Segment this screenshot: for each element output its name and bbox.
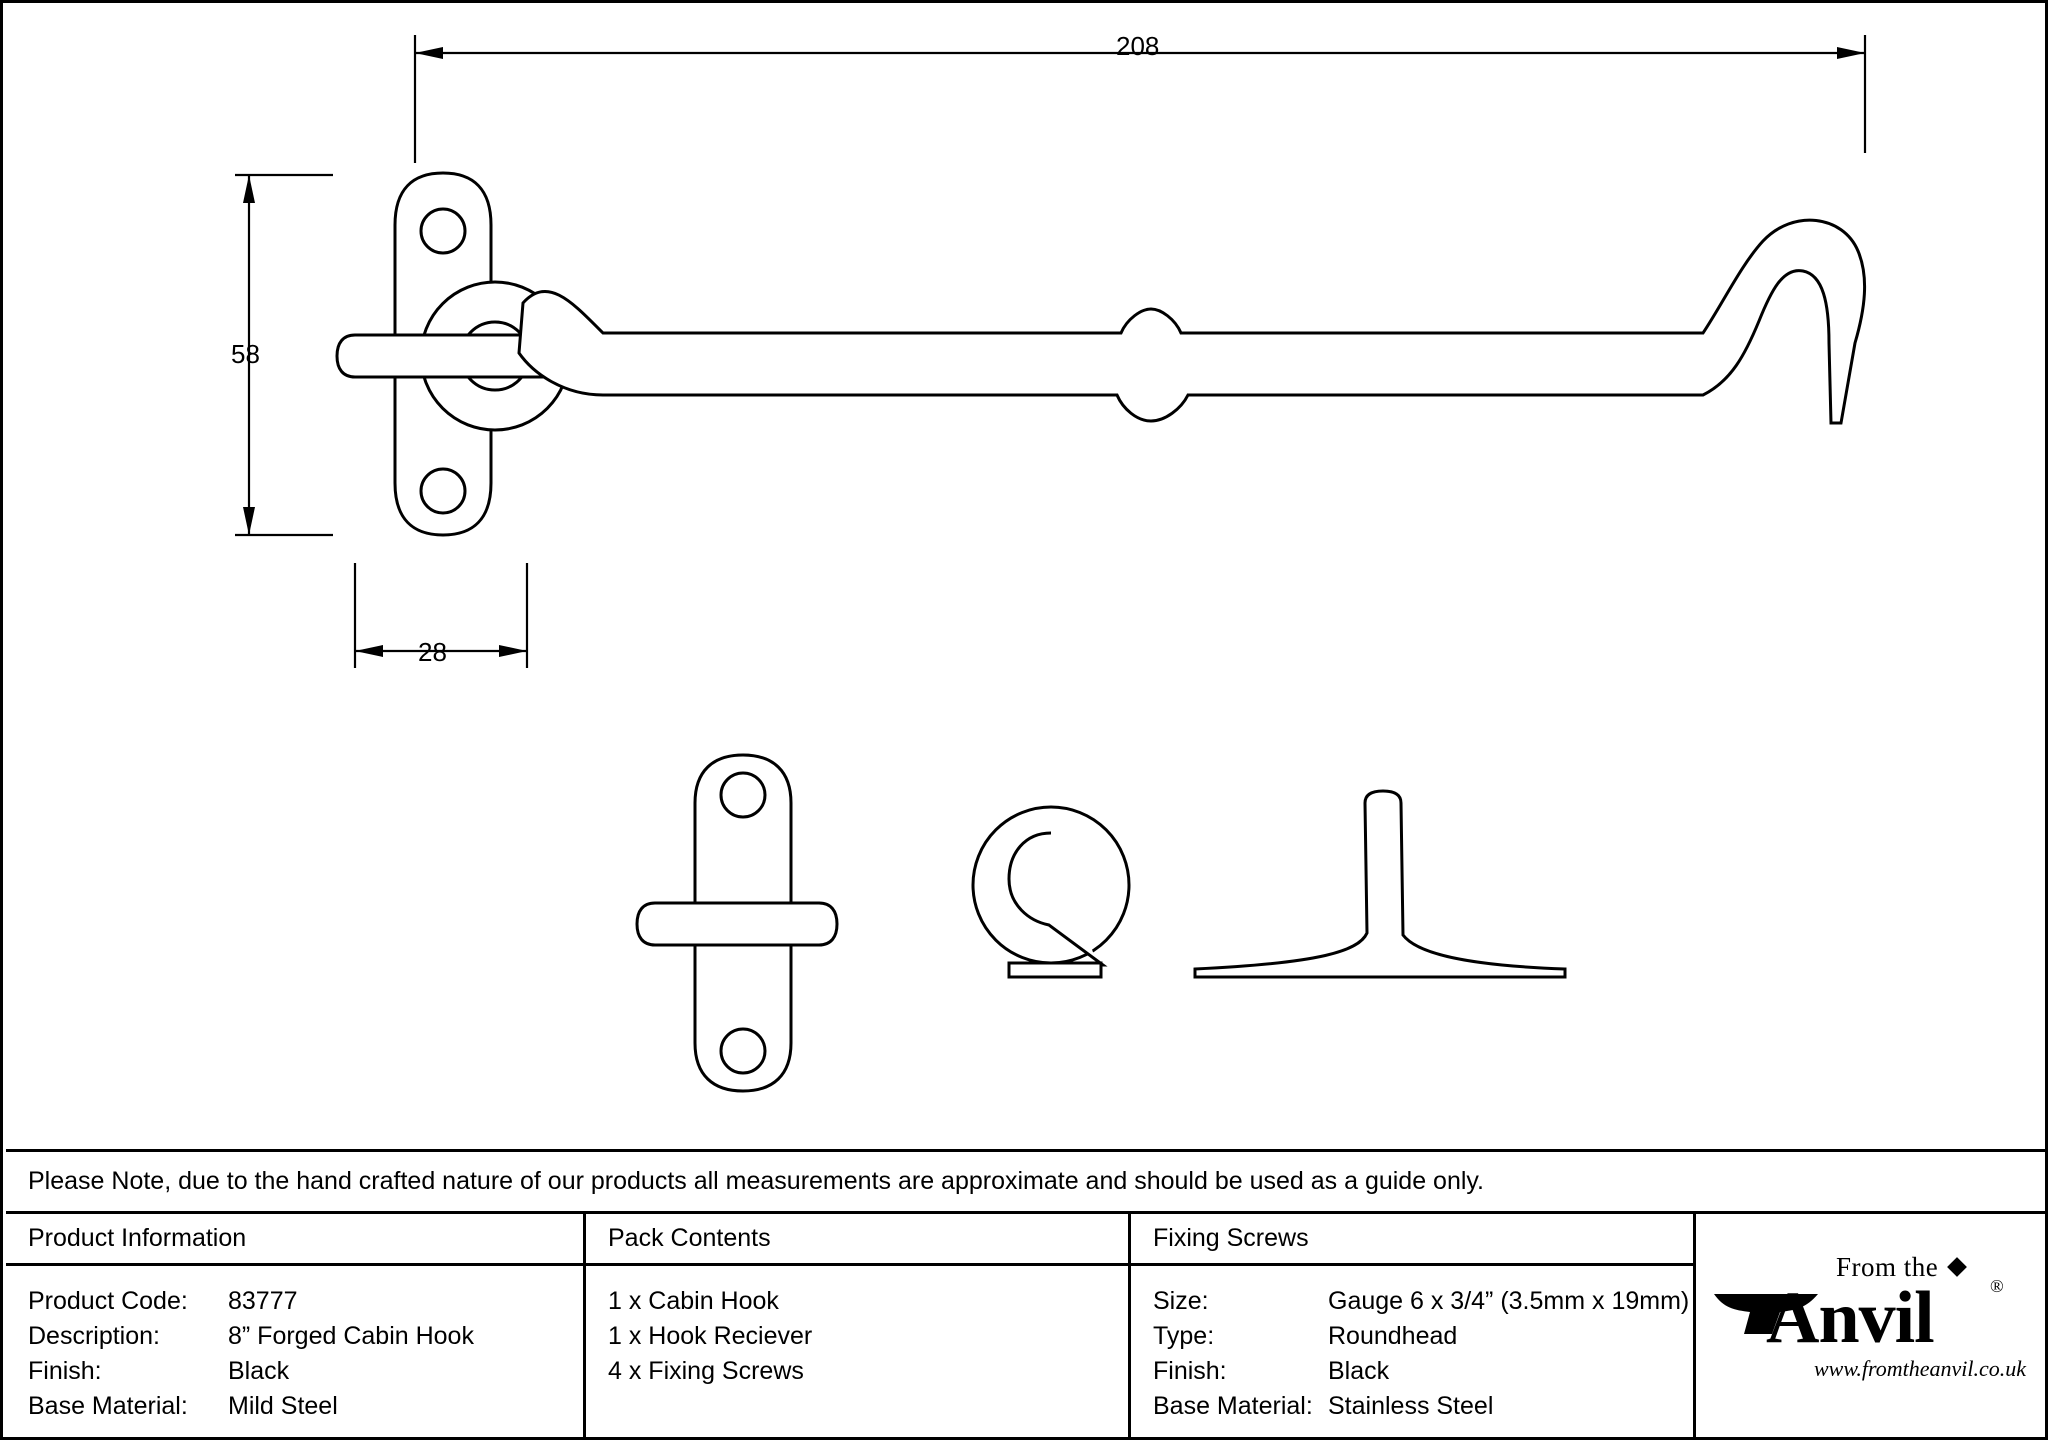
product-code-label: Product Code: [28, 1287, 188, 1315]
description-value: 8” Forged Cabin Hook [228, 1322, 474, 1350]
hook-pivot-pin [337, 335, 543, 377]
base-material-value: Mild Steel [228, 1392, 338, 1420]
logo-anvil-wordmark: Anvil [1766, 1277, 1934, 1359]
note-strip [6, 1149, 2048, 1211]
backplate-screw-hole-top [421, 209, 465, 253]
receiver-plate-hole-bottom [721, 1029, 765, 1073]
table-row [28, 1354, 583, 1389]
product-code-value: 83777 [228, 1287, 298, 1315]
fixing-screws-body [1131, 1266, 1693, 1424]
screw-base-material-label: Base Material: [1153, 1392, 1313, 1420]
dimension-label-height: 58 [231, 339, 260, 369]
screw-size-value: Gauge 6 x 3/4” (3.5mm x 19mm) [1328, 1287, 1690, 1315]
screw-finish-value: Black [1328, 1357, 1390, 1385]
description-label: Description: [28, 1322, 160, 1350]
note-text: Please Note, due to the hand crafted nature of our products all measurements are approximate and should be used as a guide only. [28, 1167, 1485, 1195]
product-information-column [6, 1214, 586, 1440]
logo-registered-mark: ® [1990, 1276, 2004, 1296]
receiver-plate-bar [637, 903, 837, 945]
fixing-screws-heading: Fixing Screws [1131, 1214, 1693, 1266]
base-material-label: Base Material: [28, 1392, 188, 1420]
screw-type-value: Roundhead [1328, 1322, 1458, 1350]
pack-contents-heading: Pack Contents [586, 1214, 1128, 1266]
fixing-screws-column [1131, 1214, 1696, 1440]
list-item: 1 x Hook Reciever [608, 1322, 813, 1350]
receiver-ring-side [973, 807, 1129, 977]
finish-label: Finish: [28, 1357, 102, 1385]
screw-type-label: Type: [1153, 1322, 1215, 1350]
table-row [1153, 1354, 1693, 1389]
table-row [28, 1319, 583, 1354]
technical-drawing [3, 3, 2048, 1153]
cabin-hook-drawing-svg [3, 3, 2048, 1153]
brand-logo [1696, 1214, 2045, 1440]
info-tables [6, 1211, 2048, 1440]
screw-size-label: Size: [1153, 1287, 1209, 1315]
receiver-plate-hole-top [721, 773, 765, 817]
screw-base-material-value: Stainless Steel [1328, 1392, 1494, 1420]
table-row [1153, 1319, 1693, 1354]
dimension-label-width: 28 [418, 637, 447, 667]
brand-logo-column [1696, 1214, 2045, 1440]
list-item: 1 x Cabin Hook [608, 1287, 779, 1315]
table-row [1153, 1389, 1693, 1424]
receiver-foot-side [1195, 791, 1565, 977]
table-row [1153, 1284, 1693, 1319]
table-row [28, 1389, 583, 1424]
pack-contents-body [586, 1266, 1128, 1389]
backplate-screw-hole-bottom [421, 469, 465, 513]
product-information-body [6, 1266, 583, 1424]
table-row [28, 1284, 583, 1319]
finish-value: Black [228, 1357, 290, 1385]
screw-finish-label: Finish: [1153, 1357, 1227, 1385]
pack-contents-column [586, 1214, 1131, 1440]
hook-shaft [519, 220, 1865, 423]
diamond-icon [1947, 1257, 1967, 1277]
list-item: 4 x Fixing Screws [608, 1357, 804, 1385]
product-information-heading: Product Information [6, 1214, 583, 1266]
logo-website-url: www.fromtheanvil.co.uk [1814, 1356, 2027, 1381]
dimension-label-length: 208 [1116, 31, 1160, 61]
logo-from-the: From the [1836, 1252, 1939, 1282]
